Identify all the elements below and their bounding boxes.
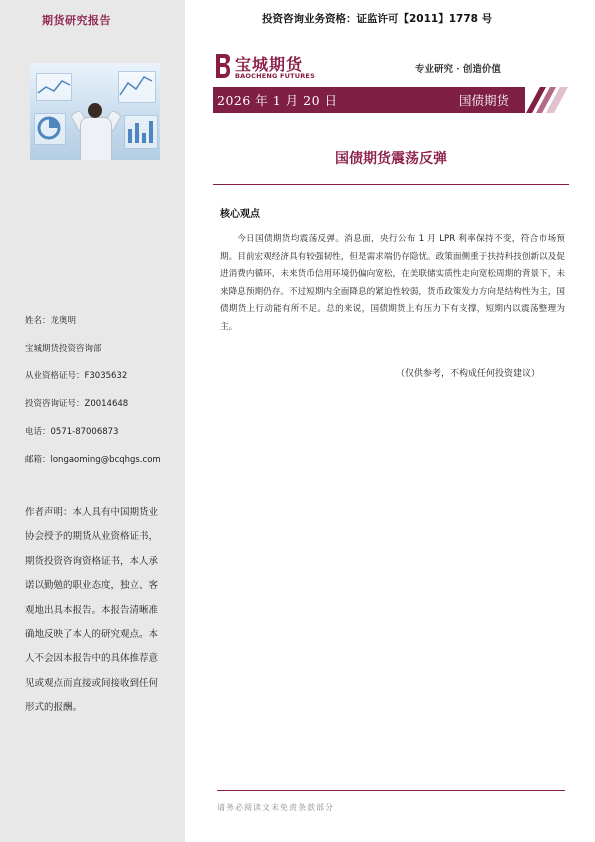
logo-mark-icon — [213, 52, 231, 80]
report-date: 2026 年 1 月 20 日 — [217, 93, 338, 108]
footer-notice: 请务必阅读文末免责条款部分 — [217, 803, 334, 812]
report-title: 国债期货震荡反弹 — [335, 151, 447, 167]
consult-cert: 投资咨询证号：Z0014648 — [25, 399, 129, 410]
section-heading: 核心观点 — [220, 209, 260, 220]
author-phone: 电话：0571-87006873 — [25, 426, 119, 437]
author-info — [25, 308, 161, 474]
banner-stripes-icon — [520, 87, 568, 113]
author-name: 姓名：龙奥明 — [25, 316, 77, 326]
logo-english: BAOCHENG FUTURES — [235, 72, 315, 80]
title-divider — [213, 184, 569, 185]
sidebar — [0, 0, 185, 842]
author-department: 宝城期货投资咨询部 — [25, 343, 102, 354]
practice-cert: 从业资格证号：F3035632 — [25, 371, 128, 382]
author-disclaimer: 作者声明：本人具有中国期货业协会授予的期货从业资格证书，期货投资咨询资格证书，本人承诺以勤勉的职业态度，独立、客观地出具本报告。本报告清晰准确地反映了本人的研究观点。本人不会因本报告中的具体推荐意见或观点而直接或间接收到任何形式的报酬。 — [25, 507, 159, 714]
report-type-label: 期货研究报告 — [42, 14, 111, 27]
advice-note: （仅供参考，不构成任何投资建议） — [396, 369, 541, 379]
logo-chinese: 宝城期货 — [235, 55, 304, 74]
author-email[interactable]: 邮箱：longaoming@bcqhgs.com — [25, 454, 161, 465]
company-logo — [213, 52, 323, 82]
cover-photo — [30, 63, 160, 160]
date-banner — [213, 87, 525, 113]
report-category: 国债期货 — [458, 93, 509, 108]
qualification-header: 投资咨询业务资格：证监许可【2011】1778 号 — [262, 13, 493, 25]
company-slogan: 专业研究 · 创造价值 — [415, 64, 501, 75]
footer-divider — [217, 790, 565, 791]
core-view-body: 今日国债期货均震荡反弹。消息面，央行公布 1 月 LPR 利率保持不变，符合市场预期。目前宏观经济具有较强韧性，但是需求端仍存隐忧。政策面侧重于扶持科技创新以及促进消费内循环，未来货币信用环境仍偏向宽松，在美联储实质性走向宽松周期的背景下，未来降息预期仍存。不过短期内全面降息的紧迫性较弱，货币政策发力方向是结构性为主，国债期货上行动能有所不足。总的来说，国债期货上有压力下有支撑，短期内以震荡整理为主。 — [220, 234, 565, 332]
